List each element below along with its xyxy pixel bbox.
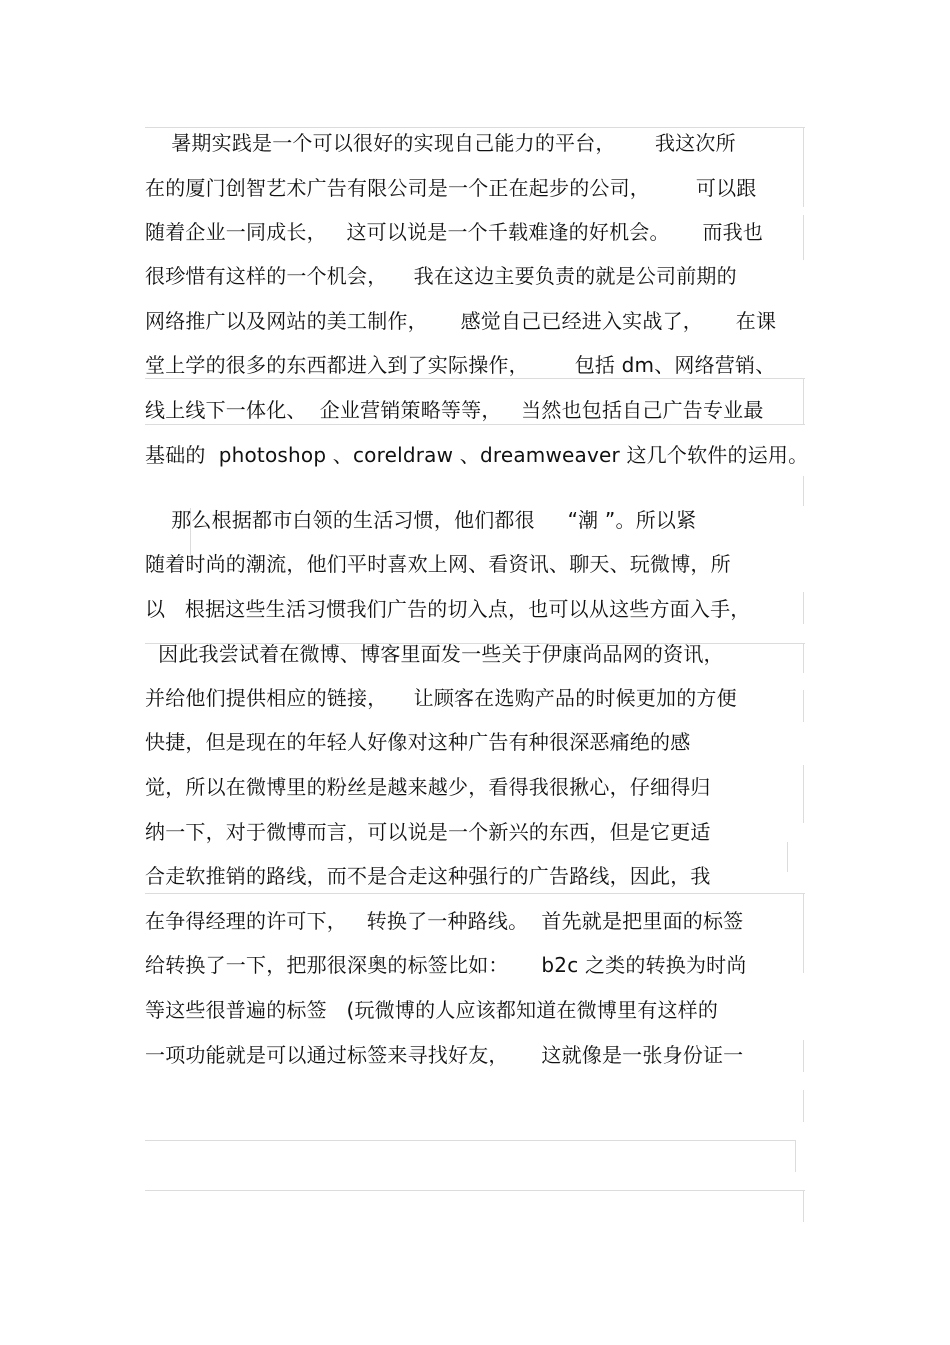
text-line: 在争得经理的许可下， 转换了一种路线。 首先就是把里面的标签 (145, 909, 744, 933)
text-line: 因此我尝试着在微博、博客里面发一些关于伊康尚品网的资讯， (145, 642, 724, 666)
horizontal-rule (145, 378, 805, 379)
horizontal-rule (145, 424, 805, 425)
vertical-rule (803, 893, 804, 973)
text-line: 网络推广以及网站的美工制作， 感觉自己已经进入实战了， 在课 (145, 309, 777, 333)
text-line: 觉，所以在微博里的粉丝是越来越少，看得我很揪心，仔细得归 (145, 775, 711, 799)
vertical-rule (803, 765, 804, 823)
horizontal-rule (145, 127, 805, 128)
vertical-rule (803, 378, 804, 424)
vertical-rule (803, 1090, 804, 1122)
vertical-rule (787, 842, 788, 872)
text-line: 线上线下一体化、 企业营销策略等等， 当然也包括自己广告专业最 (145, 398, 764, 422)
text-line: 快捷，但是现在的年轻人好像对这种广告有种很深恶痛绝的感 (145, 730, 691, 754)
text-line: 很珍惜有这样的一个机会， 我在这边主要负责的就是公司前期的 (145, 264, 737, 288)
horizontal-rule (145, 1190, 805, 1191)
text-line: 在的厦门创智艺术广告有限公司是一个正在起步的公司， 可以跟 (145, 176, 757, 200)
horizontal-rule (145, 1140, 795, 1141)
text-line: 随着企业一同成长， 这可以说是一个千载难逢的好机会。 而我也 (145, 220, 764, 244)
text-line: 那么根据都市白领的生活习惯，他们都很 “潮 ”。所以紧 (145, 508, 697, 532)
vertical-rule (803, 690, 804, 722)
text-line: 给转换了一下，把那很深奥的标签比如： b2c 之类的转换为时尚 (145, 953, 747, 977)
text-line: 随着时尚的潮流，他们平时喜欢上网、看资讯、聊天、玩微博，所 (145, 552, 731, 576)
text-line: 一项功能就是可以通过标签来寻找好友， 这就像是一张身份证一 (145, 1043, 744, 1067)
vertical-rule (803, 643, 804, 673)
text-line: 堂上学的很多的东西都进入到了实际操作， 包括 dm、网络营销、 (145, 353, 776, 377)
text-line: 合走软推销的路线，而不是合走这种强行的广告路线，因此，我 (145, 864, 711, 888)
text-line: 基础的 photoshop 、coreldraw 、dreamweaver 这几个软件的运用。 (145, 443, 809, 467)
vertical-rule (803, 476, 804, 506)
vertical-rule (803, 215, 804, 260)
vertical-rule (803, 1190, 804, 1222)
text-line: 纳一下，对于微博而言，可以说是一个新兴的东西，但是它更适 (145, 820, 711, 844)
vertical-rule (803, 1040, 804, 1072)
vertical-rule (803, 592, 804, 624)
text-line: 并给他们提供相应的链接， 让顾客在选购产品的时候更加的方便 (145, 686, 737, 710)
vertical-rule (795, 1140, 796, 1172)
text-line: 等这些很普遍的标签 (玩微博的人应该都知道在微博里有这样的 (145, 998, 719, 1022)
text-line: 暑期实践是一个可以很好的实现自己能力的平台， 我这次所 (145, 131, 736, 155)
vertical-rule (803, 127, 804, 207)
text-line: 以 根据这些生活习惯我们广告的切入点，也可以从这些方面入手， (145, 597, 751, 621)
horizontal-rule (145, 893, 805, 894)
